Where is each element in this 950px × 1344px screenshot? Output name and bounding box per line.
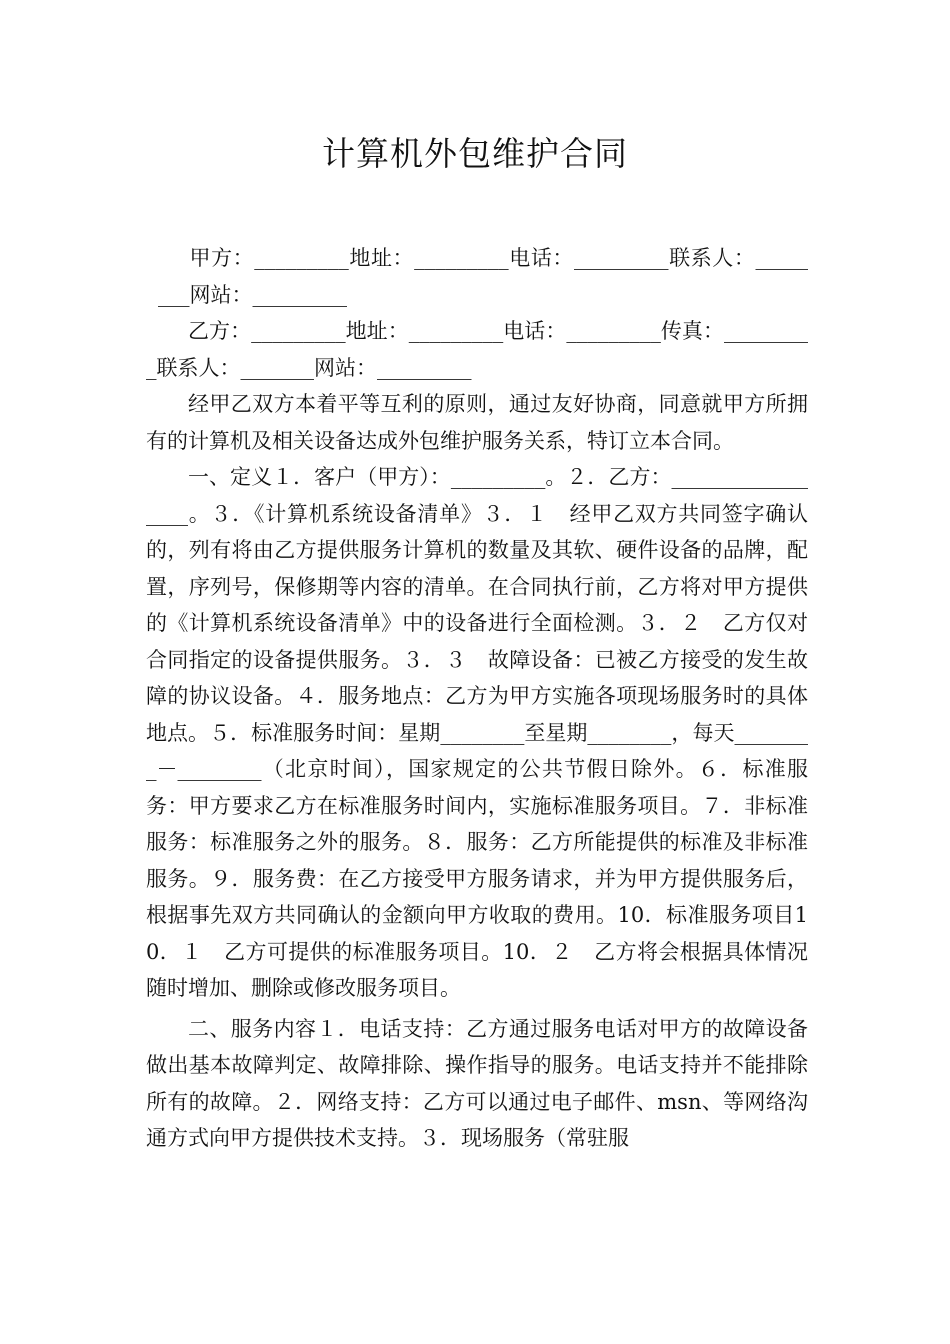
- party-a-info: 甲方：_________地址：_________电话：_________联系人：________网站：_________: [158, 246, 808, 307]
- preamble-paragraph: 经甲乙双方本着平等互利的原则，通过友好协商，同意就甲方所拥有的计算机及相关设备达成外包维护服务关系，特订立本合同。: [146, 392, 808, 453]
- document-body: [146, 240, 808, 1157]
- document-title: 计算机外包维护合同: [322, 134, 628, 173]
- definitions-section: 一、定义１．客户（甲方）：_________。２．乙方：_________________。３．《计算机系统设备清单》３．１ 经甲乙双方共同签字确认的，列有将由乙方提供服务计算机的数量及其软、硬件设备的品牌，配置，序列号，保修期等内容的清单。在合同执行前，乙方将对甲方提供的《计算机系统设备清单》中的设备进行全面检测。３．２ 乙方仅对合同指定的设备提供服务。３．３ 故障设备：已被乙方接受的发生故障的协议设备。４．服务地点：乙方为甲方实施各项现场服务时的具体地点。５．标准服务时间：星期________至星期________，每天________－________（北京时间），国家规定的公共节假日除外。６．标准服务：甲方要求乙方在标准服务时间内，实施标准服务项目。７．非标准服务：标准服务之外的服务。８．服务：乙方所能提供的标准及非标准服务。９．服务费：在乙方接受甲方服务请求，并为甲方提供服务后，根据事先双方共同确认的金额向甲方收取的费用。10．标准服务项目10．１ 乙方可提供的标准服务项目。10．２ 乙方将会根据具体情况随时增加、删除或修改服务项目。: [146, 465, 808, 1000]
- party-b-info: 乙方：_________地址：_________电话：_________传真：_________联系人：_______网站：_________: [146, 319, 808, 380]
- service-content-section: 二、服务内容１．电话支持：乙方通过服务电话对甲方的故障设备做出基本故障判定、故障排除、操作指导的服务。电话支持并不能排除所有的故障。２．网络支持：乙方可以通过电子邮件、msn、等网络沟通方式向甲方提供技术支持。３．现场服务（常驻服: [146, 1016, 808, 1150]
